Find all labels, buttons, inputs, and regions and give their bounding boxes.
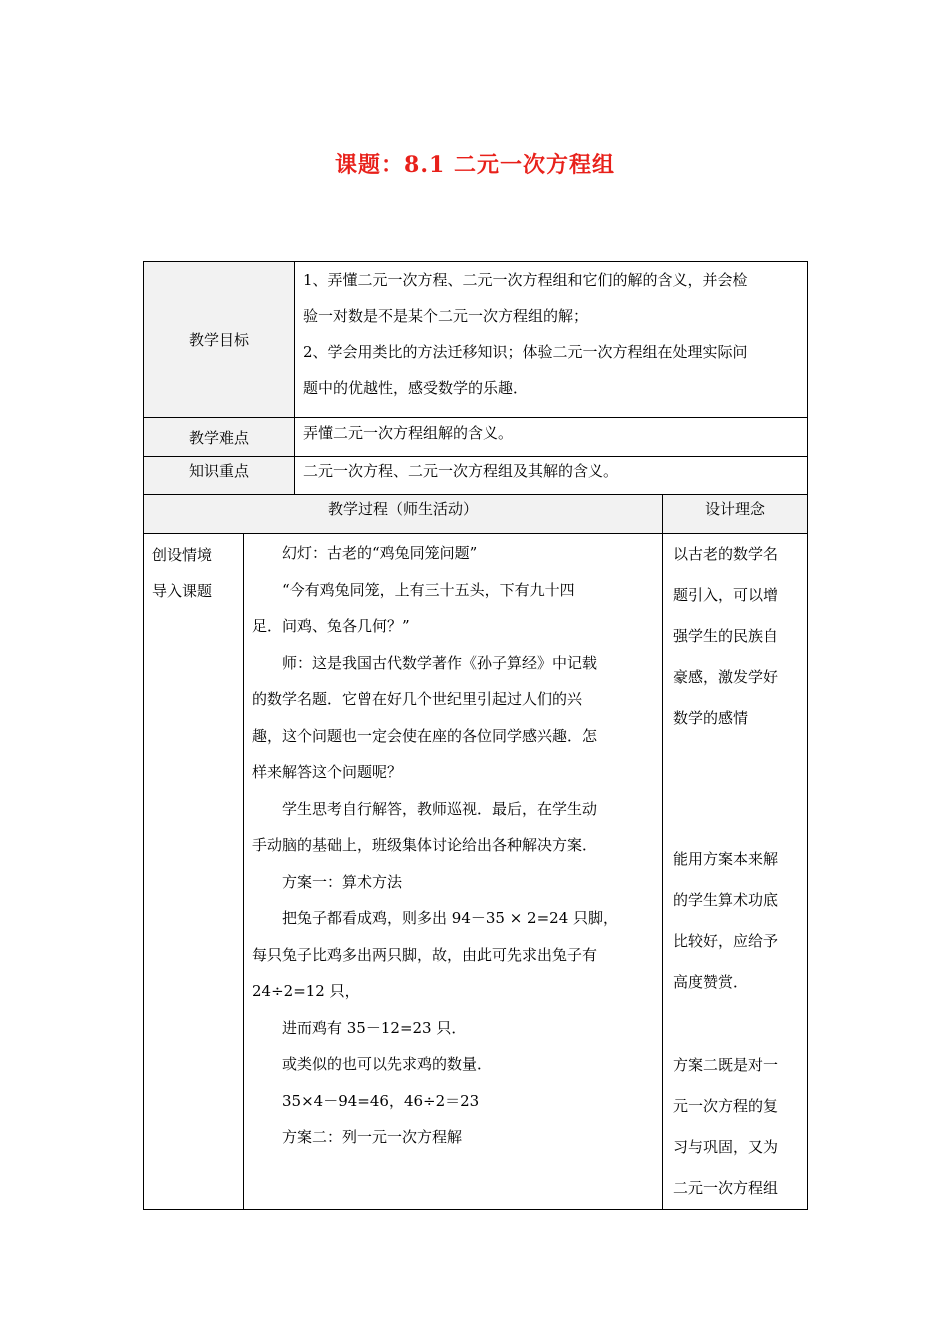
process-line: 每只兔子比鸡多出两只脚，故，由此可先求出兔子有 (252, 945, 598, 964)
lesson-title: 课题：8.1 二元一次方程组 (335, 152, 615, 178)
process-content (244, 534, 663, 1210)
note-line: 能用方案本来解 (673, 850, 779, 868)
process-line: 进而鸡有 35－12=23 只． (282, 1018, 467, 1037)
process-line: 手动脑的基础上，班级集体讨论给出各种解决方案． (252, 836, 598, 854)
note-line: 比较好，应给予 (673, 932, 779, 950)
process-line: 趣，这个问题也一定会使在座的各位同学感兴趣．怎 (252, 726, 598, 745)
note-line: 元一次方程的复 (673, 1097, 779, 1115)
process-line: 或类似的也可以先求鸡的数量． (282, 1055, 493, 1073)
difficulty-text: 弄懂二元一次方程组解的含义。 (295, 418, 808, 457)
spacer (673, 1003, 799, 1045)
process-line: 35×4－94=46，46÷2＝23 (282, 1091, 480, 1110)
stage-line: 创设情境 (152, 546, 213, 564)
note-line: 习与巩固，又为 (673, 1138, 779, 1156)
process-line: 方案二：列一元一次方程解 (282, 1128, 463, 1146)
process-line: 样来解答这个问题呢？ (252, 763, 403, 781)
note-line: 的学生算术功底 (673, 891, 779, 909)
objectives-row (144, 262, 808, 418)
difficulty-row (144, 418, 808, 457)
process-line: 学生思考自行解答，教师巡视．最后，在学生动 (282, 799, 598, 818)
note-line: 方案二既是对一 (673, 1056, 779, 1074)
design-notes (663, 534, 808, 1210)
note-line: 二元一次方程组 (673, 1179, 779, 1197)
objectives-label: 教学目标 (144, 262, 295, 418)
process-line: “今有鸡兔同笼，上有三十五头，下有九十四 (282, 580, 575, 599)
note-line: 豪感，激发学好 (673, 668, 779, 686)
note-line: 以古老的数学名 (673, 545, 779, 563)
process-line: 幻灯：古老的“鸡兔同笼问题” (282, 544, 478, 562)
process-line: 足．问鸡、兔各几何？” (252, 617, 410, 635)
note-line: 高度赞赏． (673, 973, 749, 991)
design-note (673, 1045, 799, 1209)
design-note (673, 839, 799, 1003)
key-points-label: 知识重点 (144, 457, 295, 495)
process-line: 把兔子都看成鸡，则多出 94－35 × 2=24 只脚， (282, 909, 619, 927)
stage-label (144, 534, 244, 1210)
note-line: 题引入，可以增 (673, 586, 779, 604)
lesson-plan-table (143, 261, 808, 1210)
difficulty-label: 教学难点 (144, 418, 295, 457)
objectives-text (295, 262, 808, 418)
stage-line: 导入课题 (152, 582, 213, 600)
spacer (673, 739, 799, 839)
process-row (144, 534, 808, 1210)
key-points-text: 二元一次方程、二元一次方程组及其解的含义。 (295, 457, 808, 495)
objectives-line: 验一对数是不是某个二元一次方程组的解； (303, 307, 589, 325)
process-line: 的数学名题．它曾在好几个世纪里引起过人们的兴 (252, 690, 583, 708)
process-line: 24÷2=12 只， (252, 982, 360, 1000)
objectives-line: 2、学会用类比的方法迁移知识；体验二元一次方程组在处理实际问 (303, 343, 748, 361)
process-header: 教学过程（师生活动） (144, 495, 663, 534)
objectives-line: 1、弄懂二元一次方程、二元一次方程组和它们的解的含义，并会检 (303, 271, 748, 289)
process-line: 方案一：算术方法 (282, 872, 403, 891)
design-header: 设计理念 (663, 495, 808, 534)
key-points-row (144, 457, 808, 495)
design-note (673, 534, 799, 739)
note-line: 数学的感情 (673, 709, 749, 727)
objectives-line: 题中的优越性，感受数学的乐趣． (303, 379, 529, 397)
process-header-row (144, 495, 808, 534)
process-line: 师：这是我国古代数学著作《孙子算经》中记载 (282, 653, 598, 672)
note-line: 强学生的民族自 (673, 627, 779, 645)
